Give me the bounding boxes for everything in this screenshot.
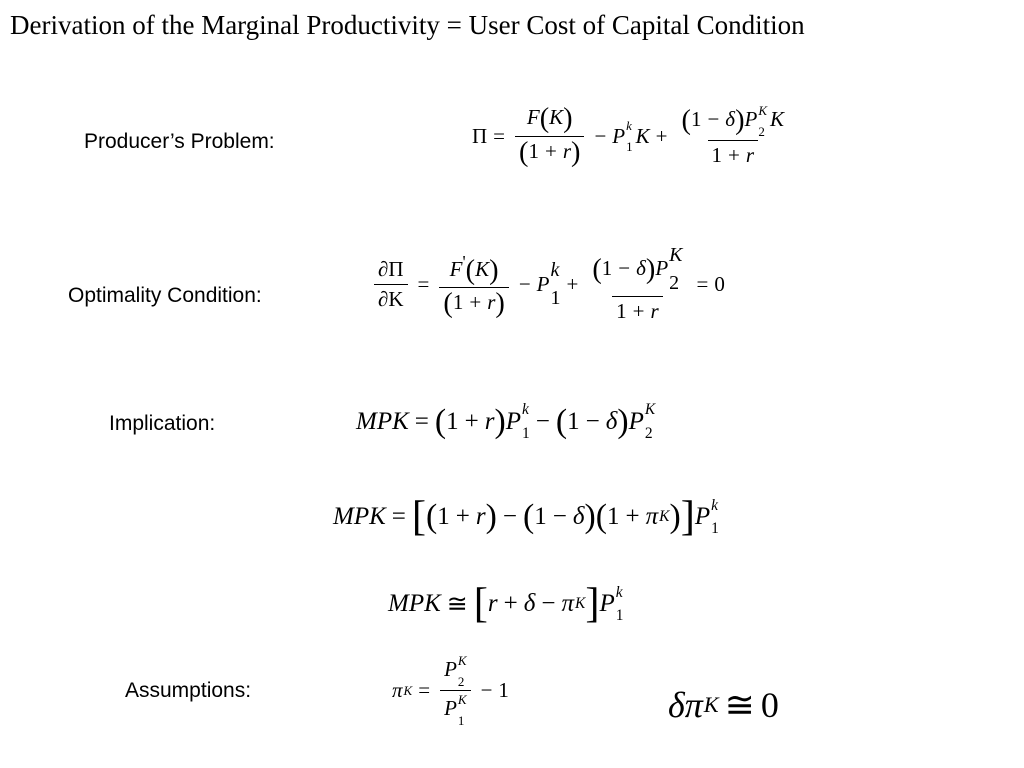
equation-implication-3: MPK ≅ [ r + δ − π K ] P k 1 bbox=[388, 580, 624, 627]
fraction: $\frac{F(K)}{(1 + r)}$ bbox=[515, 105, 584, 167]
fraction: (1 − δ)P K 2 1 + r bbox=[592, 244, 683, 323]
label-assumptions: Assumptions: bbox=[125, 679, 252, 702]
equation-assumption-approx-zero: δπ K ≅ 0 bbox=[668, 685, 779, 725]
equation-producers-problem: Π = $\frac{F(K)}{(1 + r)}$ − P k 1 K + (1 − δ)P K 2 K 1 + r bbox=[472, 104, 792, 168]
equation-optimality-condition: $\frac{\partial\Pi}{\partial K}$ = $\frac{F'(K)}{(1 + r)}$ − P k 1 + (1 − δ)P K 2 1 + r = 0 bbox=[370, 246, 725, 324]
fraction: (1 − δ)P K 2 K 1 + r bbox=[681, 103, 785, 168]
label-implication: Implication: bbox=[109, 412, 216, 435]
equation-implication-2: MPK = [ ( 1 + r ) − ( 1 − δ ) ( 1 + π K ) ] P k 1 bbox=[333, 493, 719, 540]
fraction: P K 2 P K 1 bbox=[440, 654, 471, 727]
label-producers-problem: Producer’s Problem: bbox=[84, 130, 275, 153]
label-optimality-condition: Optimality Condition: bbox=[68, 284, 262, 307]
equation-implication-1: MPK = ( 1 + r ) P k 1 − ( 1 − δ ) P K 2 bbox=[356, 401, 656, 442]
equation-assumption-inflation: π K = P K 2 P K 1 − 1 bbox=[392, 653, 509, 729]
fraction: $\frac{F'(K)}{(1 + r)}$ bbox=[439, 252, 508, 319]
fraction: $\frac{\partial\Pi}{\partial K}$ bbox=[374, 257, 408, 312]
page-title: Derivation of the Marginal Productivity = User Cost of Capital Condition bbox=[10, 10, 805, 40]
